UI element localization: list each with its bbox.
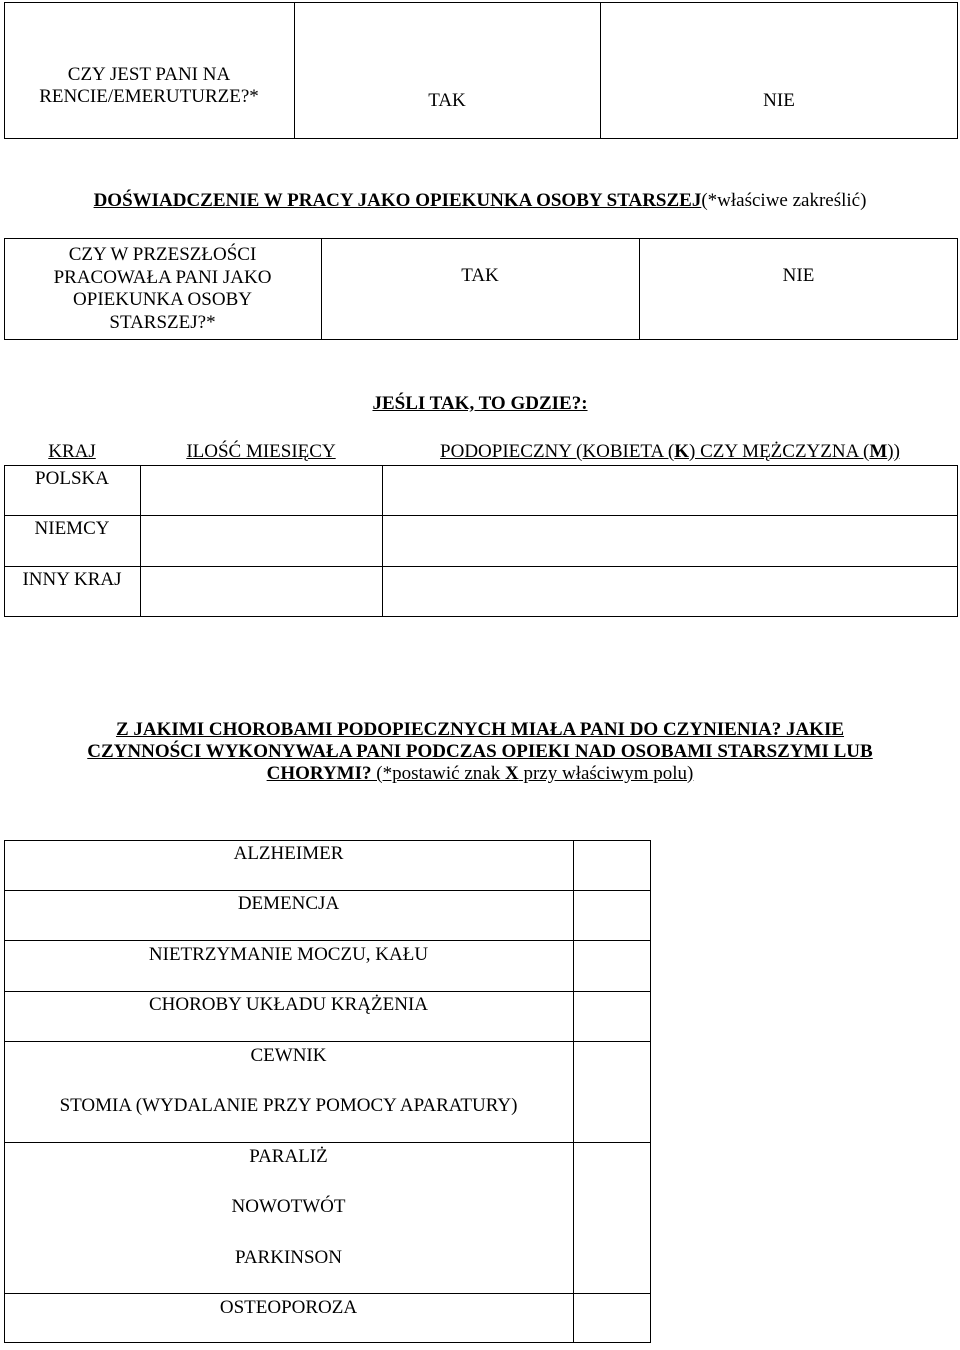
col-header-months: ILOŚĆ MIESIĘCY bbox=[186, 441, 336, 462]
ward-field-polska[interactable] bbox=[383, 466, 957, 515]
where-row-country: INNY KRAJ bbox=[22, 569, 122, 590]
pension-question-line2: RENCIE/EMERUTURZE?* bbox=[39, 86, 259, 107]
where-heading: JEŚLI TAK, TO GDZIE?: bbox=[372, 393, 588, 414]
diseases-note-x: X bbox=[504, 763, 519, 784]
ward-suffix: )) bbox=[887, 441, 900, 462]
disease-item-circulatory: CHOROBY UKŁADU KRĄŻENIA bbox=[148, 994, 428, 1015]
disease-checkbox-circulatory[interactable] bbox=[574, 992, 650, 1041]
experience-no-option[interactable]: NIE bbox=[782, 265, 815, 286]
disease-checkbox-alzheimer[interactable] bbox=[574, 841, 650, 890]
experience-question-line: CZY W PRZESZŁOŚCI bbox=[68, 244, 257, 265]
disease-item-demencja: DEMENCJA bbox=[237, 893, 340, 914]
diseases-note-prefix: (*postawić znak bbox=[371, 763, 505, 784]
disease-item-paralysis: PARALIŻ bbox=[249, 1146, 328, 1167]
ward-k: K bbox=[674, 441, 690, 462]
experience-divider-1 bbox=[321, 238, 322, 340]
diseases-row-line bbox=[4, 1293, 651, 1294]
diseases-heading-line3 bbox=[0, 763, 960, 785]
experience-yes-option[interactable]: TAK bbox=[461, 265, 499, 286]
disease-checkbox-incontinence[interactable] bbox=[574, 941, 650, 991]
where-row-country: POLSKA bbox=[35, 468, 109, 489]
disease-item-catheter: CEWNIK bbox=[250, 1045, 327, 1066]
pension-divider-1 bbox=[294, 2, 295, 139]
diseases-heading-line1: Z JAKIMI CHOROBAMI PODOPIECZNYCH MIAŁA PANI DO CZYNIENIA? JAKIE bbox=[115, 719, 845, 740]
disease-item-alzheimer: ALZHEIMER bbox=[233, 843, 344, 864]
disease-checkbox-osteoporosis[interactable] bbox=[574, 1294, 650, 1342]
months-field-niemcy[interactable] bbox=[141, 516, 382, 566]
col-header-ward bbox=[382, 441, 958, 463]
disease-checkbox-paralysis-parkinson[interactable] bbox=[574, 1143, 650, 1293]
disease-item-stoma: STOMIA (WYDALANIE PRZY POMOCY APARATURY) bbox=[59, 1095, 518, 1116]
experience-question-line: PRACOWAŁA PANI JAKO bbox=[53, 266, 272, 288]
experience-question bbox=[4, 244, 321, 334]
disease-item-parkinson: PARKINSON bbox=[235, 1247, 342, 1268]
disease-checkbox-demencja[interactable] bbox=[574, 891, 650, 940]
diseases-row-line bbox=[4, 991, 651, 992]
where-row-country: NIEMCY bbox=[34, 518, 110, 539]
diseases-row-line bbox=[4, 1142, 651, 1143]
experience-question-line: STARSZEJ?* bbox=[109, 311, 216, 333]
diseases-row-line bbox=[4, 890, 651, 891]
disease-checkbox-catheter-stoma[interactable] bbox=[574, 1042, 650, 1142]
diseases-heading-line2: CZYNNOŚCI WYKONYWAŁA PANI PODCZAS OPIEKI NAD OSOBAMI STARSZYMI LUB bbox=[87, 741, 873, 762]
experience-heading-title: DOŚWIADCZENIE W PRACY JAKO OPIEKUNKA OSOBY STARSZEJ bbox=[93, 190, 702, 211]
months-field-polska[interactable] bbox=[141, 466, 382, 515]
experience-divider-2 bbox=[639, 238, 640, 340]
pension-divider-2 bbox=[600, 2, 601, 139]
experience-heading-note: (*właściwe zakreślić) bbox=[701, 190, 867, 211]
pension-question-line1: CZY JEST PANI NA bbox=[67, 64, 231, 85]
col-header-country: KRAJ bbox=[48, 441, 96, 462]
diseases-note-suffix: przy właściwym polu) bbox=[518, 763, 694, 784]
pension-question bbox=[4, 64, 294, 108]
pension-yes-option[interactable]: TAK bbox=[428, 90, 466, 111]
ward-field-niemcy[interactable] bbox=[383, 516, 957, 566]
diseases-heading-bold-end: CHORYMI? bbox=[266, 763, 372, 784]
pension-no-option[interactable]: NIE bbox=[763, 90, 795, 111]
diseases-row-line bbox=[4, 940, 651, 941]
ward-m: M bbox=[869, 441, 888, 462]
months-field-inny-kraj[interactable] bbox=[141, 567, 382, 616]
ward-field-inny-kraj[interactable] bbox=[383, 567, 957, 616]
diseases-row-line bbox=[4, 1041, 651, 1042]
experience-heading bbox=[0, 190, 960, 212]
disease-item-osteoporosis: OSTEOPOROZA bbox=[219, 1297, 358, 1318]
disease-item-incontinence: NIETRZYMANIE MOCZU, KAŁU bbox=[148, 944, 429, 965]
experience-question-line: OPIEKUNKA OSOBY bbox=[73, 289, 252, 310]
ward-mid: ) CZY MĘŻCZYZNA ( bbox=[689, 441, 870, 462]
disease-item-cancer: NOWOTWÓT bbox=[231, 1196, 346, 1217]
diseases-heading bbox=[0, 719, 960, 785]
ward-prefix: PODOPIECZNY (KOBIETA ( bbox=[440, 441, 675, 462]
